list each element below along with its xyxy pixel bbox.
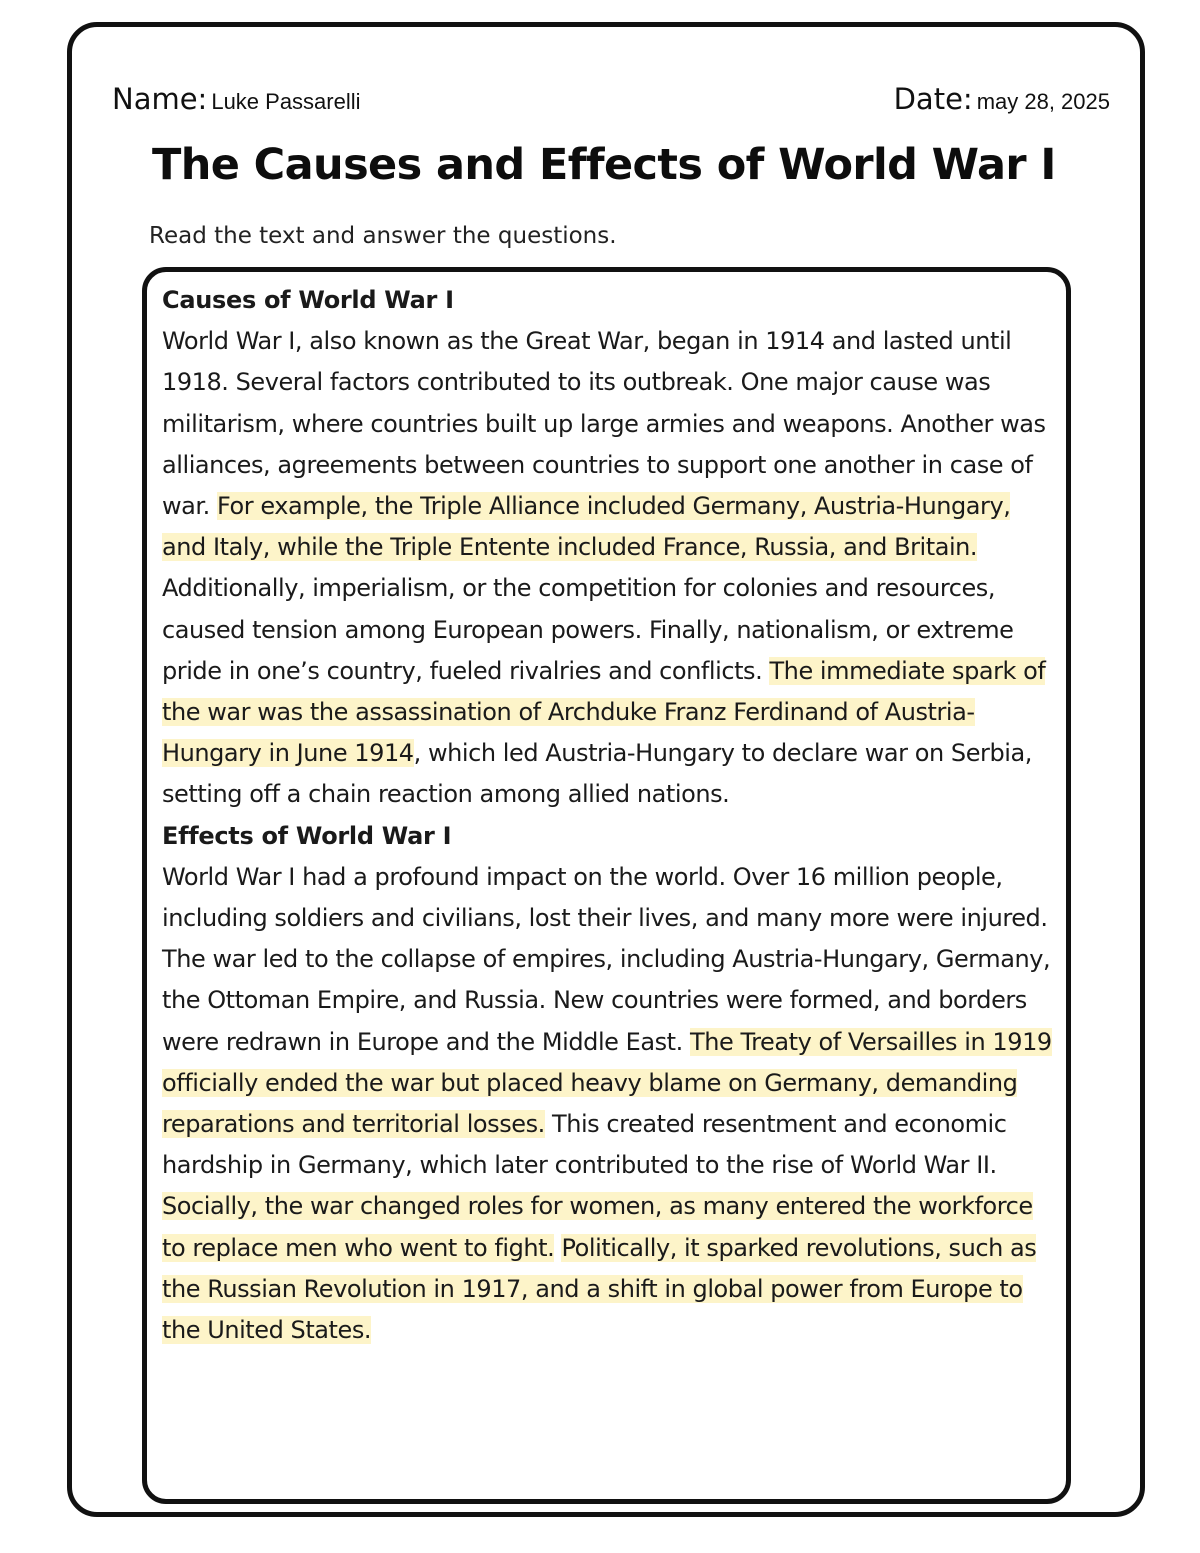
reading-passage	[162, 280, 1052, 1351]
highlighted-text: Politically, it sparked revolutions, such as the Russian Revolution in 1917, and a shift in global power from Europe to the United States.	[162, 1233, 1037, 1345]
section-heading-effects: Effects of World War I	[162, 821, 452, 850]
instructions: Read the text and answer the questions.	[149, 223, 617, 249]
date-value: may 28, 2025	[976, 89, 1110, 114]
highlighted-text: The Treaty of Versailles in 1919 officially ended the war but placed heavy blame on Germany, demanding reparations and territorial losses.	[162, 1027, 1052, 1139]
date-field	[894, 82, 1110, 116]
date-label: Date:	[893, 82, 973, 116]
text-segment: World War I had a profound impact on the world. Over 16 million people, including soldiers and civilians, lost their lives, and many more were injured. The war led to the collapse of empires, including Austria-Hungary, Germany, the Ottoman Empire, and Russia. New countries were formed, and borders were redrawn in Europe and the Middle East.	[162, 862, 1051, 1056]
name-value: Luke Passarelli	[211, 89, 361, 114]
section-heading-causes: Causes of World War I	[162, 286, 454, 314]
text-segment: World War I, also known as the Great War, began in 1914 and lasted until 1918. Several factors contributed to its outbreak. One major cause was militarism, where countries built up large armies and weapons. Another was alliances, agreements between countries to support one another in case of war.	[162, 327, 1046, 521]
paragraph-causes	[162, 321, 1052, 815]
text-segment: This created resentment and economic hardship in Germany, which later contributed to the rise of World War II.	[162, 1110, 1007, 1180]
highlighted-text: For example, the Triple Alliance included Germany, Austria-Hungary, and Italy, while the Triple Entente included France, Russia, and Britain.	[162, 492, 1011, 562]
highlighted-text: The immediate spark of the war was the assassination of Archduke Franz Ferdinand of Austria-Hungary in June 1914	[162, 656, 1046, 768]
name-field	[112, 82, 361, 116]
paragraph-effects	[162, 857, 1052, 1351]
highlighted-text: Socially, the war changed roles for women, as many entered the workforce to replace men who went to fight.	[162, 1192, 1033, 1262]
worksheet-title: The Causes and Effects of World War I	[152, 140, 1056, 190]
name-label: Name:	[112, 82, 208, 116]
text-segment: , which led Austria-Hungary to declare war on Serbia, setting off a chain reaction among allied nations.	[162, 739, 1032, 809]
text-segment: Additionally, imperialism, or the competition for colonies and resources, caused tension among European powers. Finally, nationalism, or extreme pride in one’s country, fueled rivalries and conflicts.	[162, 574, 1014, 685]
header-row	[112, 82, 1110, 122]
